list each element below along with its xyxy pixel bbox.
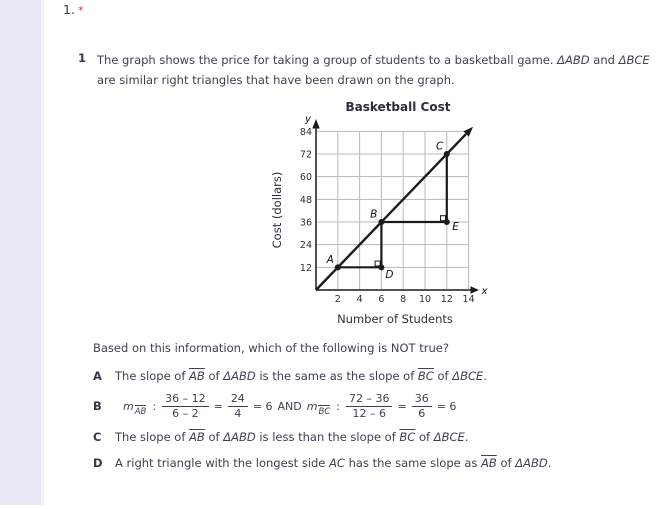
form-question-number: 1.	[63, 2, 75, 17]
fraction-rise-run-2: $\frac{72 - 36}{12 - 6}$	[346, 392, 393, 421]
text-segment: of	[415, 430, 434, 444]
y-tick-label: 72	[299, 149, 312, 161]
x-tick-label: 10	[418, 294, 432, 305]
text-segment: ΔABD	[557, 53, 590, 67]
text-segment: ΔBCE	[433, 430, 465, 444]
option-c-text	[115, 430, 468, 444]
chart-canvas	[268, 98, 500, 333]
x-tick-label: 2	[334, 294, 341, 305]
equals-six: = 6	[436, 399, 457, 413]
text-segment: A right triangle with the longest side	[115, 456, 330, 470]
text-segment: ΔBCE	[452, 369, 484, 383]
text-segment: $\overline{AB}$	[481, 456, 497, 470]
point-C	[444, 151, 450, 157]
y-tick-label: 84	[299, 126, 312, 138]
x-axis-arrow	[471, 286, 480, 293]
text-segment: of	[433, 369, 453, 383]
prompt-text	[97, 51, 655, 91]
x-tick-label: 14	[462, 294, 475, 305]
text-segment: The graph shows the price for taking a group of students to a basketball game.	[97, 53, 558, 67]
option-d-letter: D	[93, 456, 103, 470]
text-segment: .	[547, 456, 552, 470]
colon: :	[336, 399, 340, 413]
text-segment: $\overline{AB}$	[189, 369, 205, 383]
y-tick-label: 60	[299, 172, 312, 184]
x-tick-label: 12	[440, 294, 453, 305]
y-tick-label: 36	[299, 217, 312, 229]
segment-bc-subscript: BC	[318, 406, 331, 417]
form-question-header	[63, 2, 83, 17]
x-axis-variable: x	[481, 286, 488, 297]
option-b-math	[123, 392, 456, 421]
and-word: AND	[277, 399, 302, 413]
y-axis-arrow	[312, 119, 319, 129]
y-tick-label: 48	[299, 194, 312, 206]
text-segment: AC	[329, 456, 345, 470]
fraction-rise-run-1: $\frac{36 - 12}{6 - 2}$	[162, 392, 209, 421]
basketball-cost-graph	[268, 98, 500, 333]
point-label-E: E	[452, 220, 459, 233]
text-segment: are similar right triangles that have been drawn on the graph.	[97, 72, 455, 87]
point-label-D: D	[385, 268, 394, 281]
point-label-C: C	[435, 140, 444, 153]
question-prompt-row	[78, 51, 655, 91]
option-c-letter: C	[93, 430, 102, 444]
point-label-B: B	[370, 208, 378, 221]
text-segment: has the same slope as	[344, 456, 482, 470]
point-E	[444, 219, 450, 225]
option-d-text	[115, 456, 551, 470]
text-segment: $\overline{BC}$	[399, 430, 416, 444]
y-tick-label: 24	[299, 240, 312, 252]
text-segment: .	[464, 430, 469, 444]
text-segment: of	[496, 456, 516, 470]
text-segment: $\overline{AB}$	[189, 430, 205, 444]
option-a-text	[115, 369, 487, 383]
text-segment: $\overline{BC}$	[417, 369, 434, 383]
point-D	[378, 264, 384, 270]
x-axis-label: Number of Students	[337, 312, 453, 326]
x-tick-label: 6	[378, 294, 385, 305]
equals-sign: =	[213, 399, 223, 413]
fraction-24-4: $\frac{24}{4}$	[228, 392, 248, 421]
option-a-letter: A	[93, 369, 102, 383]
text-segment: is less than the slope of	[255, 430, 400, 444]
text-segment: ΔABD	[515, 456, 548, 470]
question-stem: Based on this information, which of the following is NOT true?	[93, 341, 449, 355]
x-tick-label: 8	[400, 294, 407, 305]
y-tick-label: 12	[299, 262, 312, 274]
text-segment: of	[204, 430, 224, 444]
chart-title: Basketball Cost	[345, 100, 451, 114]
text-segment: is the same as the slope of	[255, 369, 418, 383]
option-c	[93, 430, 468, 444]
colon: :	[152, 399, 157, 413]
x-tick-label: 4	[356, 294, 363, 305]
text-segment: ΔABD	[223, 430, 256, 444]
text-segment: and	[589, 53, 619, 67]
text-segment: .	[483, 369, 487, 383]
point-label-A: A	[326, 253, 334, 266]
option-b-letter: B	[93, 399, 102, 414]
option-a	[93, 369, 487, 383]
fraction-36-6: $\frac{36}{6}$	[412, 392, 432, 421]
y-axis-variable: y	[305, 114, 311, 125]
left-margin-strip	[0, 0, 44, 505]
point-B	[378, 219, 384, 225]
y-axis-label: Cost (dollars)	[270, 171, 284, 249]
text-segment: The slope of	[115, 430, 190, 444]
item-number: 1	[78, 51, 87, 65]
text-segment: ΔABD	[223, 369, 256, 383]
equals-sign: =	[397, 399, 407, 413]
text-segment: ΔBCE	[618, 53, 650, 67]
option-b	[93, 392, 456, 421]
option-d	[93, 456, 551, 470]
text-segment: The slope of	[115, 369, 190, 383]
point-A	[335, 264, 341, 270]
required-asterisk: *	[77, 4, 84, 17]
segment-ab-subscript: AB	[134, 406, 147, 417]
equals-six: = 6	[252, 399, 273, 413]
slope-symbol-bc: $m_{BC}$	[306, 399, 331, 417]
slope-symbol-ab: $m_{AB}$	[123, 399, 147, 417]
text-segment: of	[204, 369, 224, 383]
